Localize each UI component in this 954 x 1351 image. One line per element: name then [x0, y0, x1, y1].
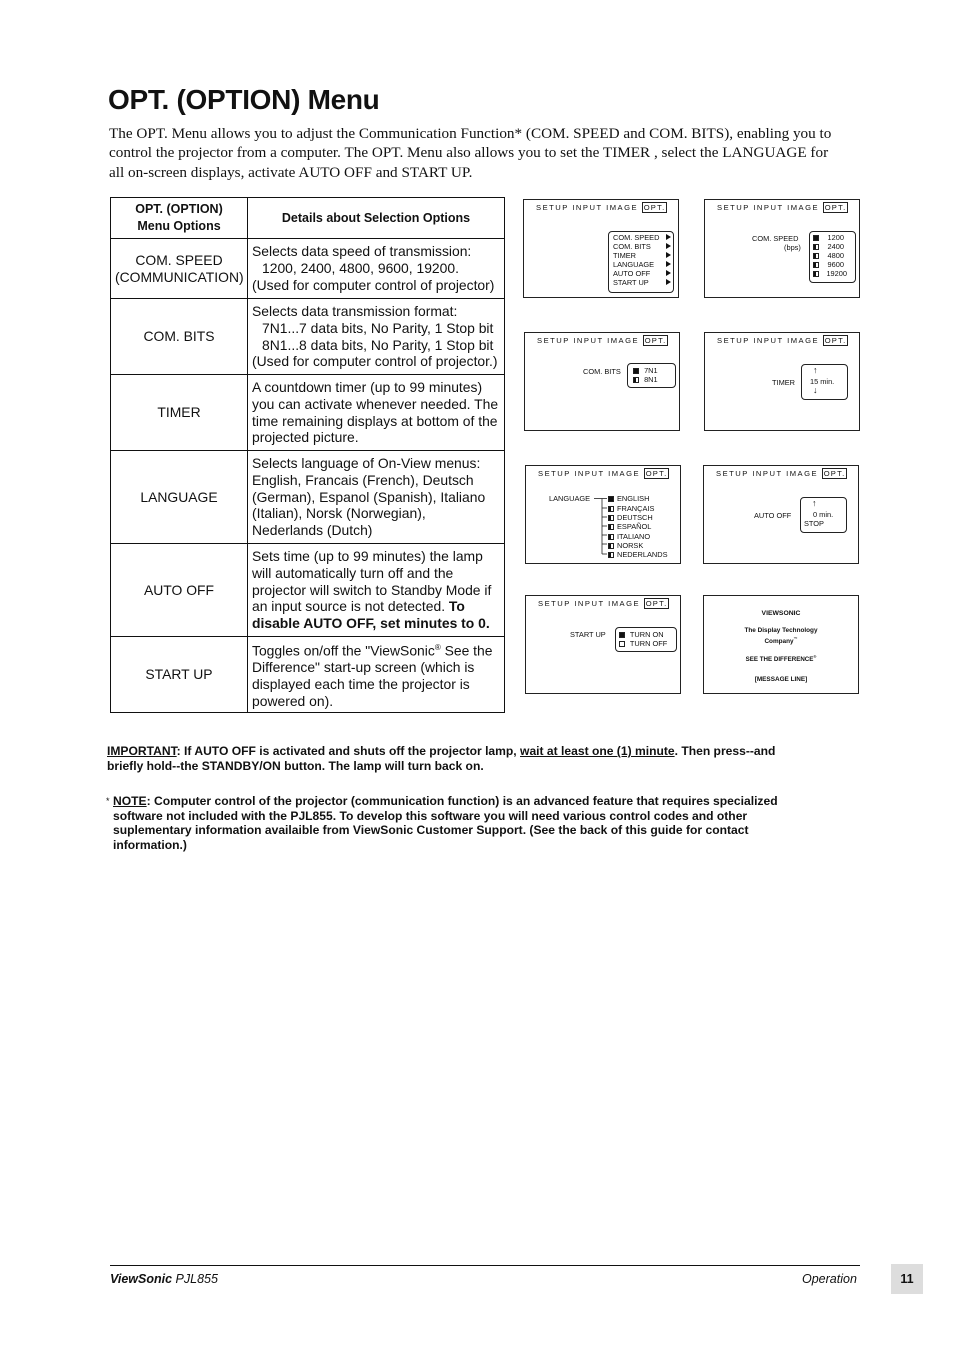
osd-language: SETUP INPUT IMAGE OPT. LANGUAGE ENGLISH FRANÇAIS DEUTSCH ESPAÑOL ITALIANO NORSK NEDERLANDS — [525, 465, 681, 564]
option-square-icon — [608, 534, 614, 540]
footer-brand: ViewSonic PJL855 — [110, 1272, 218, 1286]
osd-option-label: TIMER — [772, 378, 795, 387]
table-header-row — [111, 198, 505, 239]
arrow-down-icon: ↓ — [813, 385, 818, 395]
arrow-up-icon: ↑ — [813, 365, 818, 375]
arrow-up-icon: ↑ — [812, 498, 817, 508]
osd-option-unit: (bps) — [784, 243, 801, 252]
osd-timer — [704, 332, 860, 431]
splash-tagline: The Display Technology Company™ — [744, 627, 818, 646]
row-details: Selects language of On-View menus: English, Francais (French), Deutsch (German), Espanol (Spanish), Italiano (Italian), Norsk (Norwegian), Nederlands (Dutch) — [248, 451, 505, 544]
option-square-icon — [608, 506, 614, 512]
osd-com-speed — [704, 199, 860, 298]
footer-section: Operation — [802, 1272, 857, 1286]
option-square-icon — [608, 524, 614, 530]
important-note: IMPORTANT: If AUTO OFF is activated and shuts off the projector lamp, wait at least one (1) minute. Then press--and briefly hold--the STANDBY/ON button. The lamp will turn back on. — [107, 744, 776, 773]
osd-menu-item: AUTO OFF — [613, 269, 651, 278]
intro-paragraph: The OPT. Menu allows you to adjust the Communication Function* (COM. SPEED and COM. BITS), enabling you to control the projector from a computer. The OPT. Menu also allows you to set the TIMER , select the LANGUAGE for all on-screen displays, activate AUTO OFF and START UP. — [109, 125, 832, 181]
osd-menu-item: LANGUAGE — [613, 260, 655, 269]
arrow-right-icon — [662, 251, 671, 260]
osd-startup-splash — [703, 595, 859, 694]
row-details: A countdown timer (up to 99 minutes) you can activate whenever needed. The time remaining displays at bottom of the projected picture. — [248, 375, 505, 451]
osd-option-label: COM. SPEED — [752, 234, 799, 243]
osd-menu-bar: SETUP INPUT IMAGE OPT. — [717, 203, 847, 212]
selected-square-icon — [608, 496, 614, 502]
table-row — [111, 239, 505, 299]
table-row — [111, 544, 505, 637]
osd-menu-bar: SETUP INPUT IMAGE OPT. — [536, 203, 666, 212]
computer-control-note: NOTE: Computer control of the projector (communication function) is an advanced feature that requires specialized software not included with the PJL855. To develop this software you will need various control codes and other suplementary information availaible from ViewSonic Customer Support. (See the back of this guide for contact information.) — [113, 794, 778, 852]
row-details: Sets time (up to 99 minutes) the lamp will automatically turn off and the projector will switch to Standby Mode if an input source is not detected. To disable AUTO OFF, set minutes to 0. — [248, 544, 505, 637]
osd-menu-bar: SETUP INPUT IMAGE OPT. — [716, 469, 846, 478]
splash-brand: VIEWSONIC — [761, 610, 801, 617]
osd-menu-bar: SETUP INPUT IMAGE OPT. — [538, 599, 668, 608]
header-details: Details about Selection Options — [248, 198, 505, 239]
osd-menu-item: COM. SPEED — [613, 233, 660, 242]
osd-option-label: LANGUAGE — [549, 494, 591, 503]
option-square-icon — [608, 515, 614, 521]
arrow-right-icon — [662, 269, 671, 278]
osd-timer-box: ↑ 15 min. ↓ — [801, 364, 848, 400]
splash-message-line: [MESSAGE LINE] — [754, 676, 808, 683]
option-square-icon — [813, 271, 819, 277]
option-square-icon — [813, 262, 819, 268]
table-row — [111, 299, 505, 375]
osd-timer-box: ↑ 0 min. STOP — [800, 497, 847, 533]
arrow-right-icon — [662, 278, 671, 287]
arrow-right-icon — [662, 260, 671, 269]
splash-slogan: SEE THE DIFFERENCE® — [745, 654, 817, 664]
osd-menu-bar: SETUP INPUT IMAGE OPT. — [538, 469, 668, 478]
row-name: TIMER — [111, 375, 248, 451]
row-name: START UP — [111, 637, 248, 713]
osd-opt-menu — [523, 199, 679, 298]
table-row — [111, 375, 505, 451]
option-square-icon — [813, 253, 819, 259]
osd-menu-bar: SETUP INPUT IMAGE OPT. — [537, 336, 667, 345]
arrow-right-icon — [662, 233, 671, 242]
osd-menu-item: TIMER — [613, 251, 636, 260]
selected-square-icon — [633, 368, 639, 374]
osd-start-up — [525, 595, 681, 694]
option-square-icon — [608, 543, 614, 549]
options-table — [110, 197, 505, 713]
row-details: Selects data transmission format: 7N1...7 data bits, No Parity, 1 Stop bit 8N1...8 data bits, No Parity, 1 Stop bit (Used for computer control of projector.) — [248, 299, 505, 375]
arrow-right-icon — [662, 242, 671, 251]
language-tree-lines — [594, 494, 608, 556]
row-details: Selects data speed of transmission: 1200, 2400, 4800, 9600, 19200. (Used for computer control of projector) — [248, 239, 505, 299]
selected-square-icon — [619, 632, 625, 638]
option-square-icon — [633, 377, 639, 383]
osd-option-label: START UP — [570, 630, 606, 639]
footer-rule — [110, 1265, 860, 1266]
page-title: OPT. (OPTION) Menu — [108, 84, 380, 115]
osd-menu-list — [608, 231, 674, 293]
osd-menu-bar: SETUP INPUT IMAGE OPT. — [717, 336, 847, 345]
table-row — [111, 637, 505, 713]
row-name: COM. BITS — [111, 299, 248, 375]
table-row — [111, 451, 505, 544]
osd-option-label: COM. BITS — [583, 367, 621, 376]
osd-option-list: 1200 2400 4800 9600 19200 — [809, 231, 856, 283]
row-details: Toggles on/off the "ViewSonic® See the Difference" start-up screen (which is displayed each time the projector is powered on). — [248, 637, 505, 713]
row-name: AUTO OFF — [111, 544, 248, 637]
osd-auto-off — [703, 465, 859, 564]
selected-square-icon — [813, 235, 819, 241]
osd-option-list: TURN ON TURN OFF — [615, 627, 677, 652]
row-name: LANGUAGE — [111, 451, 248, 544]
osd-menu-item: START UP — [613, 278, 649, 287]
asterisk-mark: * — [106, 796, 110, 806]
osd-option-list: 7N1 8N1 — [627, 363, 676, 388]
header-menu-options: OPT. (OPTION) Menu Options — [111, 198, 248, 239]
osd-com-bits — [524, 332, 680, 431]
option-square-icon — [813, 244, 819, 250]
option-square-icon — [619, 641, 625, 647]
page-number: 11 — [891, 1264, 923, 1294]
row-name: COM. SPEED (COMMUNICATION) — [111, 239, 248, 299]
osd-menu-item: COM. BITS — [613, 242, 651, 251]
option-square-icon — [608, 552, 614, 558]
osd-option-label: AUTO OFF — [754, 511, 792, 520]
